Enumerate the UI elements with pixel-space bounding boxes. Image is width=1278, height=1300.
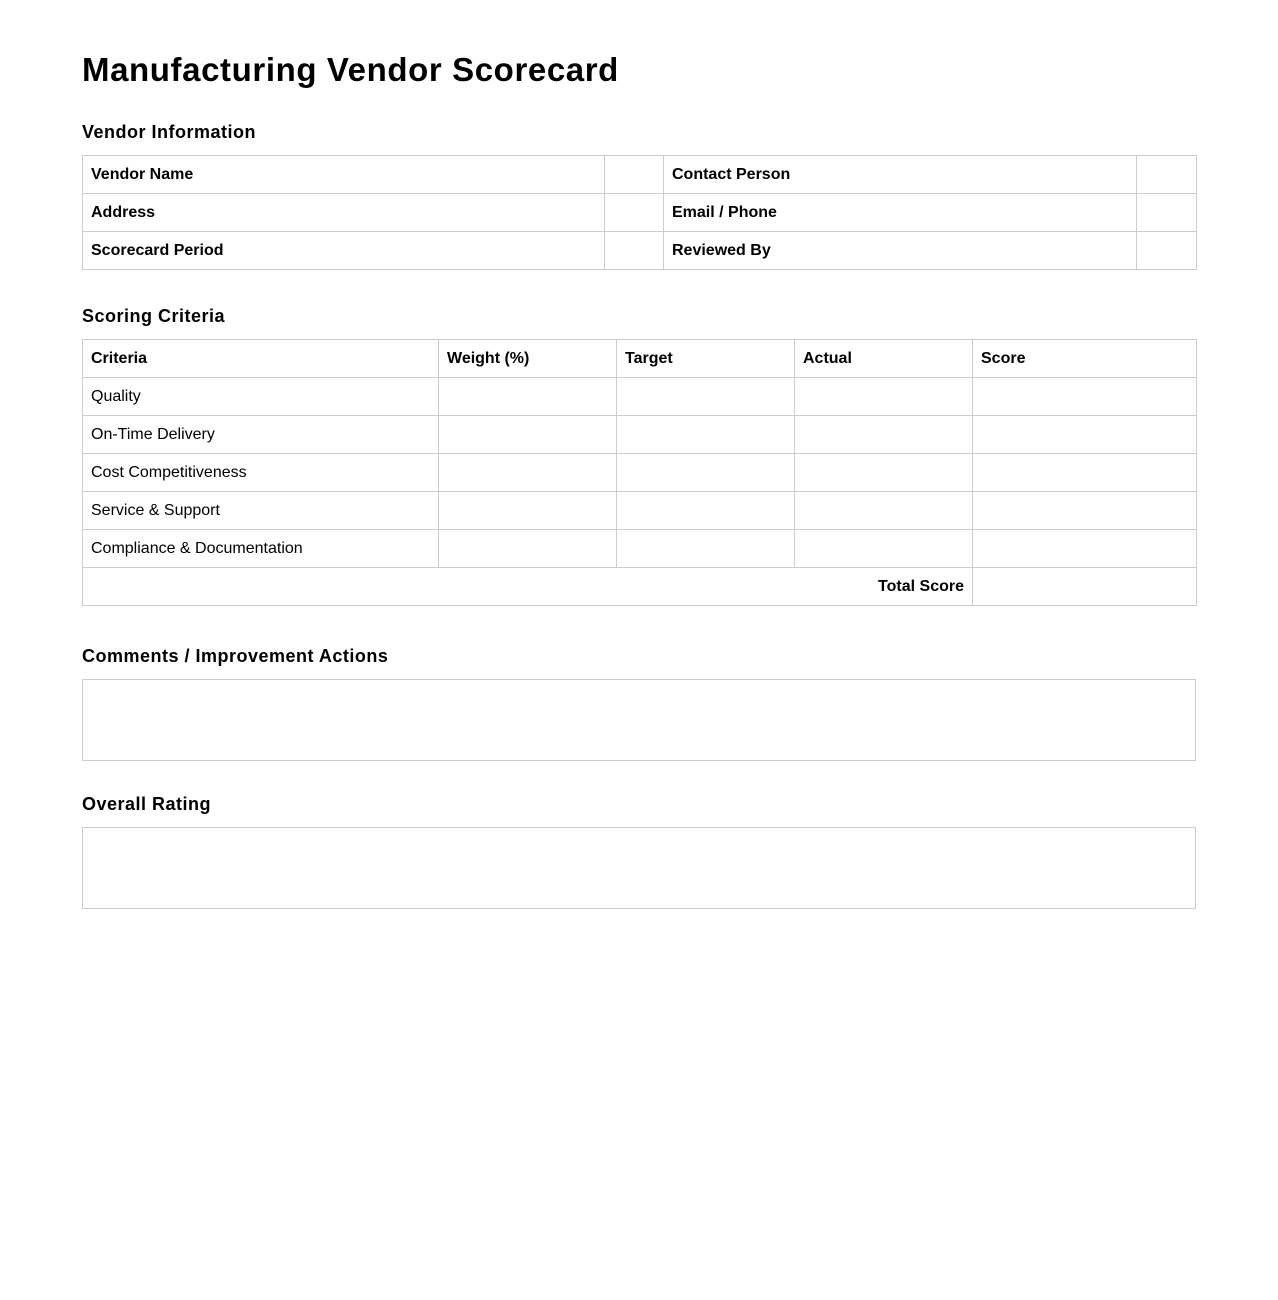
address-label: Address bbox=[83, 194, 605, 232]
score-cell[interactable] bbox=[973, 378, 1197, 416]
overall-rating-heading: Overall Rating bbox=[82, 794, 212, 814]
column-header-target: Target bbox=[617, 340, 795, 378]
target-cell[interactable] bbox=[617, 530, 795, 568]
score-cell[interactable] bbox=[973, 416, 1197, 454]
table-row bbox=[83, 156, 1197, 194]
column-header-actual: Actual bbox=[795, 340, 973, 378]
total-score-label: Total Score bbox=[83, 568, 973, 606]
table-row bbox=[83, 454, 1197, 492]
total-row bbox=[83, 568, 1197, 606]
vendor-name-field[interactable] bbox=[605, 156, 664, 194]
scoring-table bbox=[82, 339, 1197, 606]
table-row bbox=[83, 378, 1197, 416]
contact-person-label: Contact Person bbox=[664, 156, 1137, 194]
page-title: Manufacturing Vendor Scorecard bbox=[82, 51, 619, 88]
column-header-weight: Weight (%) bbox=[439, 340, 617, 378]
criteria-cell: Compliance & Documentation bbox=[83, 530, 439, 568]
weight-cell[interactable] bbox=[439, 454, 617, 492]
actual-cell[interactable] bbox=[795, 492, 973, 530]
reviewed-by-field[interactable] bbox=[1137, 232, 1197, 270]
actual-cell[interactable] bbox=[795, 378, 973, 416]
actual-cell[interactable] bbox=[795, 454, 973, 492]
criteria-cell: Service & Support bbox=[83, 492, 439, 530]
criteria-cell: Quality bbox=[83, 378, 439, 416]
actual-cell[interactable] bbox=[795, 530, 973, 568]
table-row bbox=[83, 492, 1197, 530]
column-header-score: Score bbox=[973, 340, 1197, 378]
column-header-criteria: Criteria bbox=[83, 340, 439, 378]
scorecard-period-label: Scorecard Period bbox=[83, 232, 605, 270]
score-cell[interactable] bbox=[973, 530, 1197, 568]
criteria-cell: On-Time Delivery bbox=[83, 416, 439, 454]
score-cell[interactable] bbox=[973, 454, 1197, 492]
table-row bbox=[83, 416, 1197, 454]
total-score-field[interactable] bbox=[973, 568, 1197, 606]
target-cell[interactable] bbox=[617, 492, 795, 530]
table-row bbox=[83, 530, 1197, 568]
vendor-info-table bbox=[82, 155, 1197, 270]
weight-cell[interactable] bbox=[439, 492, 617, 530]
weight-cell[interactable] bbox=[439, 416, 617, 454]
vendor-info-heading: Vendor Information bbox=[82, 122, 257, 142]
email-phone-field[interactable] bbox=[1137, 194, 1197, 232]
weight-cell[interactable] bbox=[439, 530, 617, 568]
score-cell[interactable] bbox=[973, 492, 1197, 530]
comments-heading: Comments / Improvement Actions bbox=[82, 646, 389, 666]
comments-field[interactable] bbox=[82, 679, 1196, 761]
target-cell[interactable] bbox=[617, 378, 795, 416]
weight-cell[interactable] bbox=[439, 378, 617, 416]
table-row bbox=[83, 232, 1197, 270]
overall-rating-field[interactable] bbox=[82, 827, 1196, 909]
criteria-cell: Cost Competitiveness bbox=[83, 454, 439, 492]
header-row bbox=[83, 340, 1197, 378]
scoring-criteria-heading: Scoring Criteria bbox=[82, 306, 226, 326]
reviewed-by-label: Reviewed By bbox=[664, 232, 1137, 270]
email-phone-label: Email / Phone bbox=[664, 194, 1137, 232]
address-field[interactable] bbox=[605, 194, 664, 232]
target-cell[interactable] bbox=[617, 454, 795, 492]
scorecard-period-field[interactable] bbox=[605, 232, 664, 270]
target-cell[interactable] bbox=[617, 416, 795, 454]
vendor-name-label: Vendor Name bbox=[83, 156, 605, 194]
contact-person-field[interactable] bbox=[1137, 156, 1197, 194]
actual-cell[interactable] bbox=[795, 416, 973, 454]
table-row bbox=[83, 194, 1197, 232]
